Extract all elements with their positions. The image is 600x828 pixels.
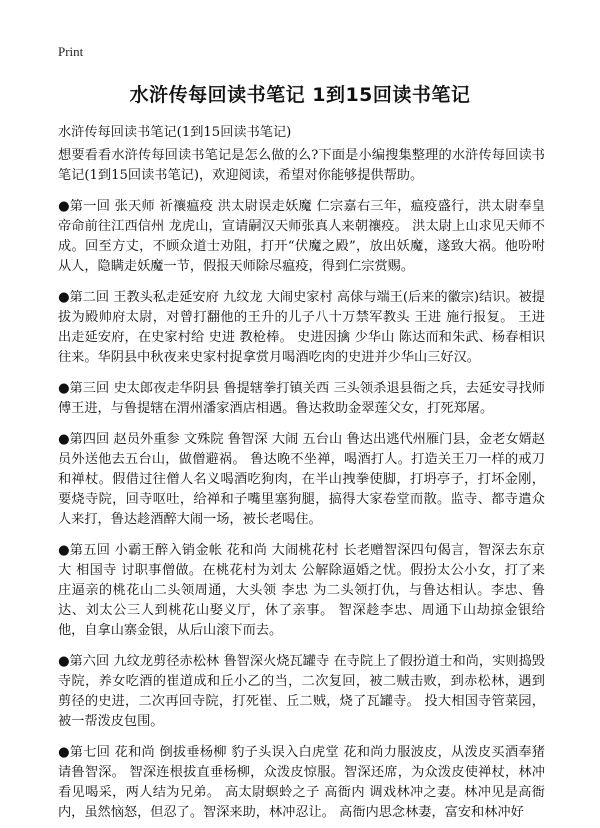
chapter-2-paragraph: ●第二回 王教头私走延安府 九纹龙 大闹史家村 高俅与端王(后来的徽宗)结识。被提拔为殿帅府太尉，对曾打翻他的王升的儿子八十万禁军教头 王进 施行报复。 王进出走延安府，在史家村给 史进 教枪棒。 史进因擒 少华山 陈达而和朱武、杨春相识往来。华阴县中秋夜来史家村捉拿赏月喝酒吃肉的史进并少华山三好汉。: [58, 290, 545, 365]
document-title: 水浒传每回读书笔记 1到15回读书笔记: [129, 84, 471, 106]
chapter-1-paragraph: ●第一回 张天师 祈禳瘟疫 洪太尉误走妖魔 仁宗嘉右三年，瘟疫盛行，洪太尉奉皇帝命前往江西信州 龙虎山，宣请嗣汉天师张真人来朝禳疫。 洪太尉上山求见天师不成。回至方丈，不顾众道士劝阻，打开“伏魔之殿”，放出妖魔，遂致大祸。他吩咐从人，隐瞒走妖魔一节，假报天师除尽瘟疫，得到仁宗赏赐。: [58, 199, 545, 274]
intro-paragraph: 想要看看水浒传每回读书笔记是怎么做的么?下面是小编搜集整理的水浒传每回读书笔记(1到15回读书笔记)，欢迎阅读，希望对你能够提供帮助。: [58, 148, 545, 183]
chapter-7-paragraph: ●第七回 花和尚 倒拔垂杨柳 豹子头误入白虎堂 花和尚力服波皮，从泼皮买酒奉猪请鲁智深。 智深连根拔直垂杨柳，众泼皮惊服。智深还席，为众泼皮使禅杖，林冲看见喝采，两人结为兄弟。 高太尉螟蛉之子 高衙内 调戏林冲之妻。林冲见是高衙内，虽然恼怒，但忍了。智深来助，林冲忍让。 高衙内思念林妻，富安和林冲好: [58, 745, 545, 820]
document-subtitle: 水浒传每回读书笔记(1到15回读书笔记): [58, 125, 292, 140]
document-body: [58, 146, 545, 828]
chapter-3-paragraph: ●第三回 史太郎夜走华阴县 鲁提辖拳打镇关西 三头领杀退县衙之兵，去延安寻找师傅王进，与鲁提辖在渭州潘家酒店相遇。鲁达救助金翠莲父女，打死郑屠。: [58, 381, 545, 416]
chapter-4-paragraph: ●第四回 赵员外重参 文殊院 鲁智深 大闹 五台山 鲁达出逃代州雁门县，金老女婿赵员外送他去五台山，做僧避祸。 鲁达晚不坐禅，喝酒打人。打造关王刀一样的戒刀和禅杖。假借过往僧人名义喝酒吃狗肉，在半山拽拳使脚，打坍亭子，打坏金刚，要烧寺院，回寺呕吐，给禅和子嘴里塞狗腿，搞得大家卷堂而散。监寺、都寺遣众人来打，鲁达趁酒醉大闹一场，被长老喝住。: [58, 432, 545, 527]
chapter-6-paragraph: ●第六回 九纹龙剪径赤松林 鲁智深火烧瓦罐寺 在寺院上了假扮道士和尚，实则捣毁寺院，养女吃酒的崔道成和丘小乙的当，二次复回，被二贼击败，到赤松林，遇到剪径的史进，二次再回寺院，打死崔、丘二贼，烧了瓦罐寺。 投大相国寺管菜园，被一帮泼皮包围。: [58, 654, 545, 729]
chapter-5-paragraph: ●第五回 小霸王醉入销金帐 花和尚 大闹桃花村 长老赠智深四句偈言，智深去东京大 相国寺 讨职事僧做。在桃花村为刘太 公解除逼婚之忧。假扮太公小女，打了来庄逼亲的桃花山二头领周通，大头领 李忠 为二头领打仇，与鲁达相认。李忠、鲁达、刘太公三人到桃花山娶义厅，休了亲事。 智深趁李忠、周通下山劫掠金银给他，自拿山寨金银，从后山滚下而去。: [58, 543, 545, 638]
print-label: Print: [58, 44, 84, 59]
